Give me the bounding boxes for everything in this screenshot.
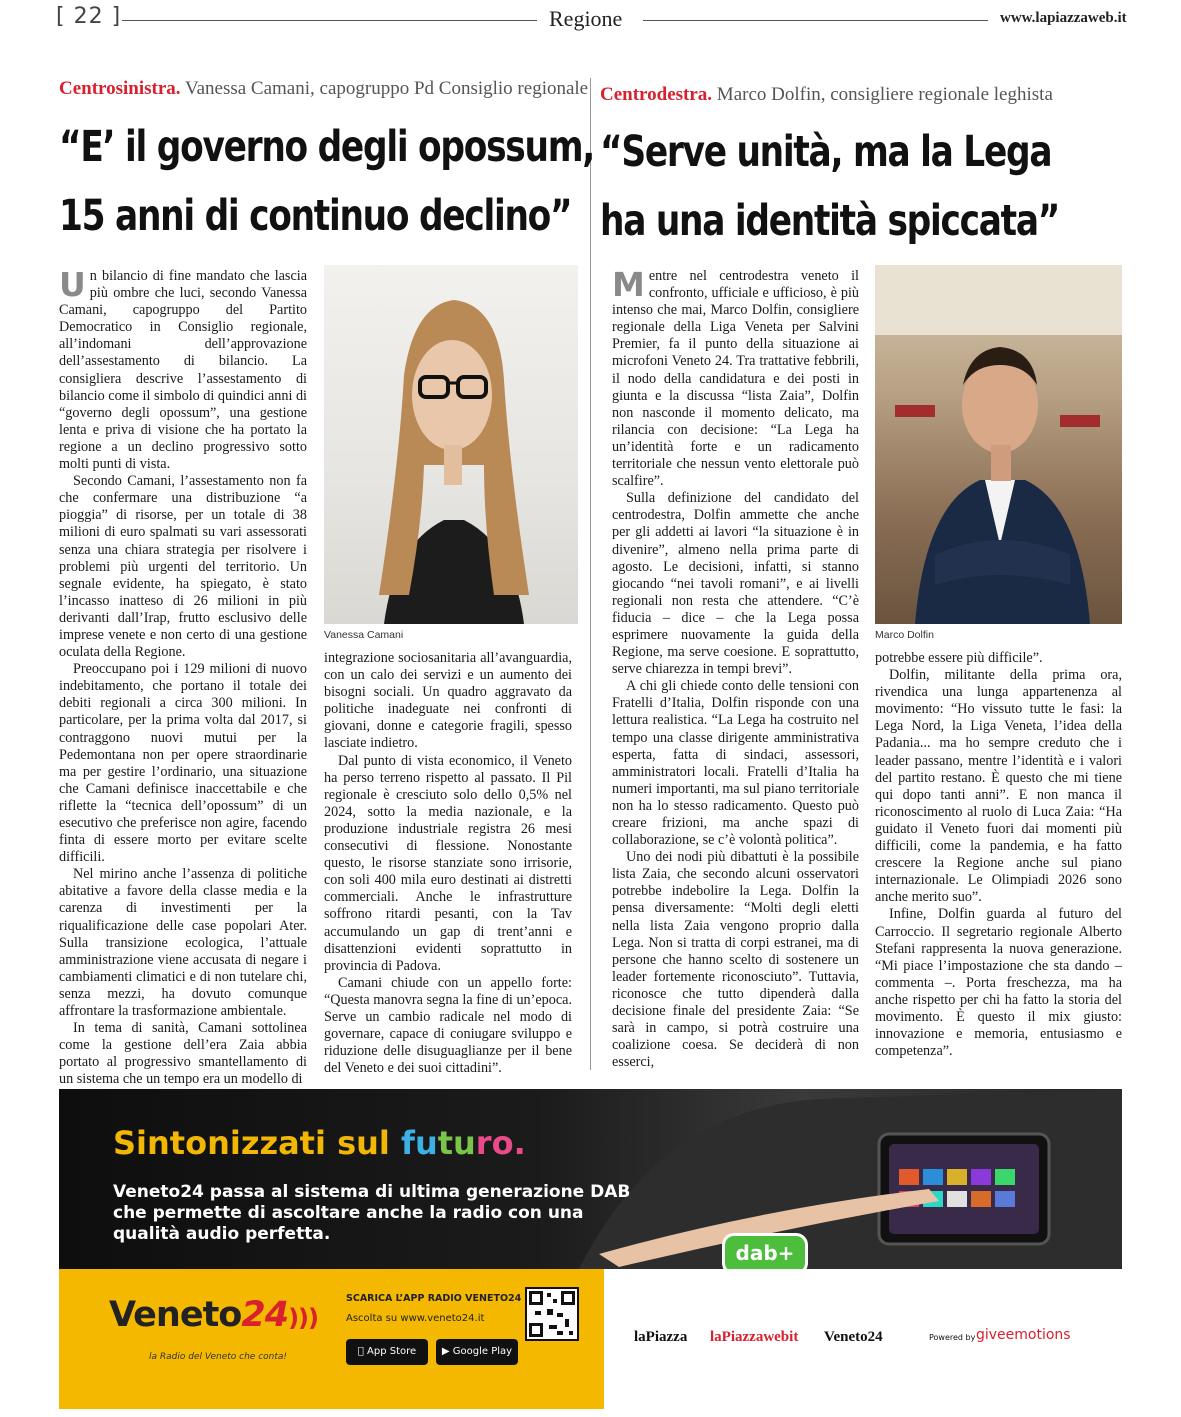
ad-body-text: Veneto24 passa al sistema di ultima generazione DAB che permette di ascoltare anche la radio con una qualità audio perfetta. [113,1182,631,1244]
veneto24-tagline: la Radio del Veneto che conta! [149,1352,288,1362]
header-rule-left [122,20,537,21]
lapiazzaweb-logo: laPiazzawebit [710,1329,799,1345]
header-rule-right [643,20,988,21]
right-article-col2: potrebbe essere più difficile”. Dolfin, militante della prima ora, rivendica una lunga appartenenza al movimento: “Ho vissuto tutte le fasi: la Lega Nord, la Liga Veneta, l’idea della Padania... ma ho sempre creduto che i leader passano, mentre l’identità e i valori del partito restano. È questo che mi tiene qui dopo tanti anni”. E non manca il riconoscimento al ruolo di Luca Zaia: “Ha guidato il Veneto fuori dai momenti più difficili, come la pandemia, e ha fatto crescere la Regione anche sul piano internazionale. Le Olimpiadi 2026 sono anche merito suo”. Infine, Dolfin guarda al futuro del Carroccio. Il segretario regionale Alberto Stefani rappresenta la nuova generazione. “Mi piace l’impostazione che sta dando – commenta –. Porta freschezza, ma ha anche rispetto per chi ha fatto la storia del movimento. È questo il mix giusto: innovazione e memoria, entusiasmo e competenza”. [875,650,1122,1060]
camani-caption: Vanessa Camani [324,629,404,641]
ad-headline: Sintonizzati sul futuro. [113,1124,526,1162]
right-kicker: Centrodestra. Marco Dolfin, consigliere regionale leghista [600,84,1053,105]
veneto24-advertisement[interactable] [59,1089,1122,1409]
ad-yellow-bar [59,1269,1122,1409]
dolfin-caption: Marco Dolfin [875,629,934,641]
partner-logos-area [604,1269,1122,1409]
download-app-label: SCARICA L’APP RADIO VENETO24 [346,1293,522,1304]
camani-photo [324,265,578,624]
dab-plus-logo: dab+ [722,1233,808,1275]
website-link[interactable]: www.lapiazzaweb.it [1000,10,1127,26]
apple-icon [358,1346,364,1357]
google-play-button[interactable]: ▶ Google Play [436,1339,518,1365]
veneto24-logo: Veneto24))) [109,1295,318,1335]
page-number: [ 22 ] [56,4,122,29]
dolfin-photo [875,265,1122,624]
section-title: Regione [549,6,623,31]
right-article-col1: Mentre nel centrodestra veneto il confronto, ufficiale e ufficioso, è più intenso che mai, Marco Dolfin, consigliere regionale della Liga Veneta per Salvini Premier, fa il punto della situazione ai microfoni Veneto 24. Tra trattative febbrili, il nodo della candidatura e dei posti in giunta e la discussa “lista Zaia”, Dolfin non nasconde il momento delicato, ma rilancia con decisione: “La Lega ha un’identità forte e un radicamento territoriale che nessun vento elettorale può scalfire”. Sulla definizione del candidato del centrodestra, Dolfin ammette che anche per gli addetti ai lavori “la situazione è in divenire”, almeno nella prima parte di agosto. Le decisioni, infatti, si stanno giocando “nei tavoli romani”, e ai livelli regionali non resta che attendere. “C’è fiducia – dice – che la Lega possa esprimere nuovamente la guida della Regione, ma serve coesione. E soprattutto, serve chiarezza in tempi brevi”. A chi gli chiede conto delle tensioni con Fratelli d’Italia, Dolfin risponde con una lettura realistica. “La Lega ha costruito nel tempo una classe dirigente amministrativa esperta, fatta di sindaci, assessori, amministratori locali. Fratelli d’Italia ha numeri importanti, ma sul piano territoriale non ha lo stesso radicamento. Questo può creare frizioni, ma anche spazi di collaborazione, se c’è volontà politica”. Uno dei nodi più dibattuti è la possibile lista Zaia, che secondo alcuni osservatori potrebbe indebolire la Lega. Dolfin la pensa diversamente: “Molti degli eletti nella lista Zaia vengono proprio dalla Lega. Non si tratta di corpi estranei, ma di persone che hanno scelto di sostenere un leader fortemente riconosciuto”. Tuttavia, riconosce che tutto dipenderà dalla decisione finale del presidente Zaia: “Se sarà in campo, si potrà costruire una coalizione coesa. Se deciderà di non esserci, [612,265,859,1071]
veneto24-small-logo: Veneto24 [824,1329,883,1345]
left-kicker: Centrosinistra. Vanessa Camani, capogruppo Pd Consiglio regionale [59,78,589,99]
right-headline: “Serve unità, ma la Lega ha una identità spiccata” [600,127,1060,246]
powered-by-label: Powered by [929,1333,976,1342]
lapiazza-logo: laPiazza [634,1329,688,1345]
drop-cap: U [59,265,86,304]
listen-online-link[interactable]: Ascolta su www.veneto24.it [346,1313,485,1324]
drop-cap: M [612,265,645,304]
left-article-col1: Un bilancio di fine mandato che lascia più ombre che luci, secondo Vanessa Camani, capogruppo del Partito Democratico in Consiglio regionale, all’indomani dell’approvazione dell’assestamento di bilancio. La consigliera descrive l’assestamento di bilancio come il simbolo di quindici anni di “governo degli opossum”, una gestione lenta e priva di visione che ha portato la regione a un declino progressivo sotto molti punti di vista. Secondo Camani, l’assestamento non fa che confermare una distribuzione “a pioggia” di risorse, per un totale di 38 milioni di euro spalmati su vari assessorati senza una chiara strategia per risolvere i problemi più urgenti del territorio. Un segnale evidente, ha spiegato, è stato l’incasso inatteso di 26 milioni in più derivanti dall’Irap, frutto esclusivo delle imprese venete e non certo di una gestione oculata della Regione. Preoccupano poi i 129 milioni di nuovo indebitamento, che portano il totale dei debiti regionali a circa 300 milioni. In particolare, per la prima volta dal 2017, si contraggono nuovi mutui per la Pedemontana non per opere straordinarie ma per gestire l’ordinario, una situazione che Camani definisce inaccettabile e che riflette la “tecnica dell’opossum” di un esecutivo che preferisce non agire, facendo finta di essere morto per evitare scelte difficili. Nel mirino anche l’assenza di politiche abitative a favore della classe media e la carenza di investimenti per la riqualificazione delle case popolari Ater. Sulla transizione ecologica, l’attuale amministrazione viene accusata di negare i cambiamenti climatici e di non tutelare chi, senza mezzi, ha dovuto comunque affrontare la trasformazione ambientale. In tema di sanità, Camani sottolinea come la gestione dell’era Zaia abbia portato al progressivo smantellamento di un sistema che un tempo era un modello di [59,265,307,1088]
giveemotions-logo: giveemotions [976,1327,1071,1343]
left-headline: “E’ il governo degli opossum, 15 anni di continuo declino” [59,122,595,241]
qr-code[interactable] [525,1287,579,1341]
left-article-col2: integrazione sociosanitaria all’avanguardia, con un calo dei servizi e un aumento dei bisogni sociali. Un quadro aggravato da politiche inadeguate nei confronti di giovani, donne e categorie fragili, spesso lasciate indietro. Dal punto di vista economico, il Veneto ha perso terreno rispetto al passato. Il Pil regionale è cresciuto solo dello 0,5% nel 2024, sotto la media nazionale, e la produzione industriale registra 26 mesi consecutivi di flessione. Nonostante questo, le risorse stanziate sono irrisorie, con soli 400 mila euro destinati ai distretti commerciali. Anche le infrastrutture soffrono ritardi pesanti, con la Tav accumulando un gap di trent’anni e disattenzioni evidenti soprattutto in provincia di Padova. Camani chiude con un appello forte: “Questa manovra segna la fine di un’epoca. Serve un cambio radicale nel modo di governare, capace di coniugare sviluppo e riduzione delle disuguaglianze per il bene del Veneto e dei suoi cittadini”. [324,650,572,1077]
app-store-button[interactable]: App Store [346,1339,428,1365]
play-icon: ▶ [441,1346,450,1357]
